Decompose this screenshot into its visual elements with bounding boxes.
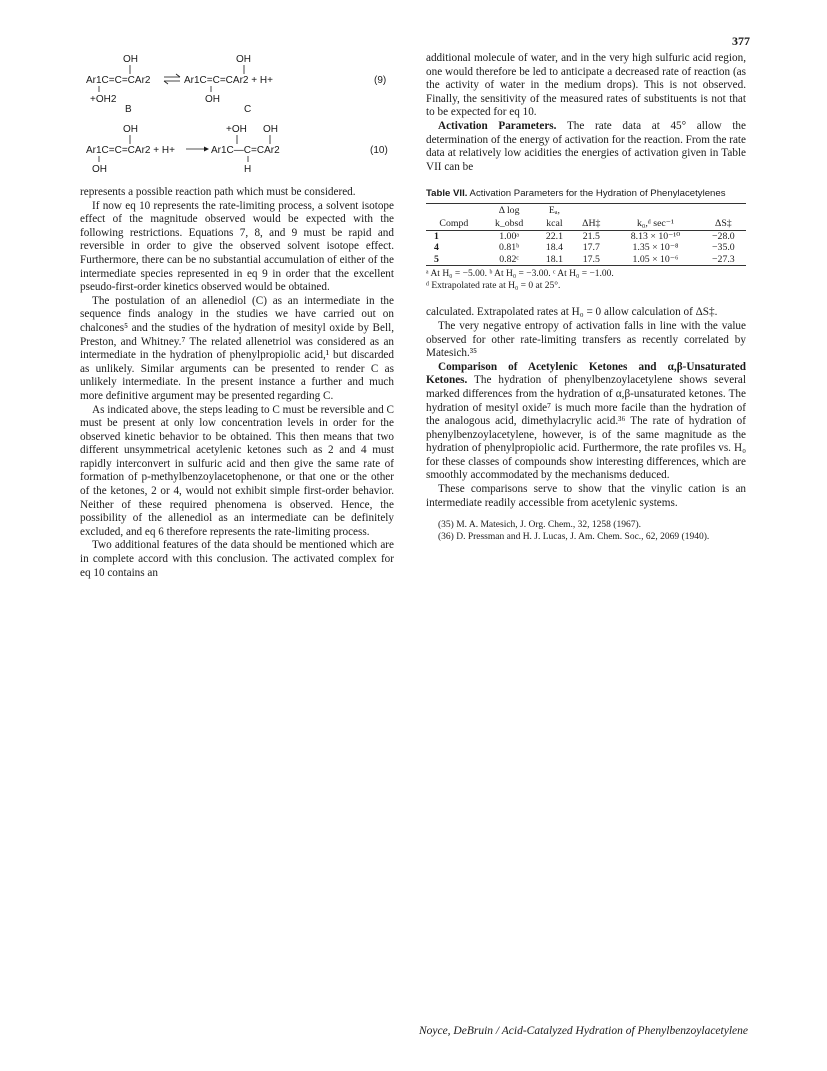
left-paragraph-5: Two additional features of the data should be mentioned which are in complete accord with this conclusion. The activated complex for eq 10 contains an bbox=[80, 539, 394, 579]
cell-ds: −27.3 bbox=[701, 254, 746, 266]
th1-3 bbox=[572, 203, 610, 217]
reference-36: (36) D. Pressman and H. J. Lucas, J. Am. Chem. Soc., 62, 2069 (1940). bbox=[438, 531, 710, 542]
left-column bbox=[80, 52, 394, 580]
cell-compd: 1 bbox=[434, 230, 439, 242]
table-header-row-2 bbox=[426, 217, 746, 231]
label-c: C bbox=[244, 104, 252, 115]
right-column bbox=[426, 52, 746, 543]
cell-k0: 1.05 × 10⁻⁶ bbox=[610, 254, 701, 266]
right-paragraph-2 bbox=[426, 120, 746, 174]
cell-ea: 18.1 bbox=[537, 254, 573, 266]
right-paragraph-3: calculated. Extrapolated rates at H₀ = 0 allow calculation of ΔS‡. bbox=[426, 306, 718, 319]
reaction-scheme-drawing bbox=[80, 52, 394, 186]
right-paragraph-5-text: The hydration of phenylbenzoylacetylene shows several marked differences from the hydration of α,β-unsaturated ketones. The hydration of mesityl oxide⁷ is much more facile than the hydration of the analogous acid, dimethylacrylic acid.³⁶ The rate of hydration of phenylbenzoylacetylene, however, is of the same magnitude as the hydration of phenylpropiolic acid. Furthermore, the rate profiles vs. H₀ for these classes of compounds show interesting differences, which are smoothly accommodated by the mechanisms deduced. bbox=[426, 374, 746, 482]
cell-ds: −35.0 bbox=[712, 242, 735, 254]
cell-k0: 8.13 × 10⁻¹⁰ bbox=[630, 230, 681, 242]
table-footnote-1: ᵃ At H₀ = −5.00. ᵇ At H₀ = −3.00. ᶜ At H₀ = −1.00. bbox=[426, 269, 614, 280]
right-paragraph-2-text: The rate data at 45° allow the determination of the energy of activation for the reaction. From the rate data at relatively low acidities the energies of activation given in Table VII can be bbox=[426, 119, 746, 173]
table-vii bbox=[426, 188, 746, 292]
scheme-oh-2: OH bbox=[236, 54, 251, 65]
left-paragraph-1: represents a possible reaction path which must be considered. bbox=[80, 186, 356, 198]
scheme-ohplus: +OH bbox=[226, 124, 247, 135]
scheme-formula-1: Ar1C=C=CAr2 bbox=[86, 75, 151, 86]
th2-compd: Compd bbox=[426, 217, 482, 231]
right-paragraph-5 bbox=[426, 361, 746, 483]
th1-1: Δ log bbox=[482, 203, 537, 217]
section-head-activation: Activation Parameters. bbox=[438, 119, 557, 132]
table-row bbox=[426, 254, 746, 266]
scheme-oh-1: OH bbox=[123, 54, 138, 65]
th1-4 bbox=[610, 203, 701, 217]
reaction-scheme bbox=[80, 52, 394, 186]
scheme-oh-4: OH bbox=[123, 124, 138, 135]
table-footnotes bbox=[426, 269, 746, 292]
cell-compd: 4 bbox=[434, 242, 439, 254]
scheme-oh-3: OH bbox=[205, 94, 220, 105]
scheme-formula-3: Ar1C=C=CAr2 + H+ bbox=[86, 145, 175, 156]
running-footer: Noyce, DeBruin / Acid-Catalyzed Hydration of Phenylbenzoylacetylene bbox=[418, 1025, 748, 1037]
cell-ea: 22.1 bbox=[545, 230, 564, 242]
table-caption-text: Activation Parameters for the Hydration of Phenylacetylenes bbox=[469, 188, 726, 200]
right-paragraph-1: additional molecule of water, and in the very high sulfuric acid region, one would therefore be led to anticipate a decreased rate of reaction (as the activity of water in the medium drops). This is not observed. Finally, the sensitivity of the measured rates of substituents is not that to be expected for eq 10. bbox=[426, 52, 746, 119]
table-footnote-2: ᵈ Extrapolated rate at H₀ = 0 at 25°. bbox=[426, 280, 561, 291]
th1-2: Eₐ, bbox=[537, 203, 573, 217]
cell-dh: 17.7 bbox=[582, 242, 600, 254]
left-paragraph-4: As indicated above, the steps leading to C must be reversible and C must be present at only low concentration levels in order for the observed kinetic behavior to be obtained. This then means that two different unsymmetrical acetylenic ketones such as 2 and 4 must rapidly interconvert in sulfuric acid and then give the same rate of formation of p-methylbenzoylacetophenone, or that one or the other of the ketones, 2 or 4, would not exhibit simple first-order behavior. Neither of these required phenomena is observed. Hence, the possibility of the allenediol as an intermediate can be definitely excluded, and eq 6 therefore represents the rate-limiting process. bbox=[80, 403, 394, 538]
th2-logk: k_obsd bbox=[482, 217, 537, 231]
cell-ds: −28.0 bbox=[712, 230, 735, 242]
eq-9-number: (9) bbox=[374, 75, 387, 86]
cell-ea: 18.4 bbox=[545, 242, 564, 254]
scheme-oh-6: OH bbox=[92, 164, 107, 175]
cell-dh: 21.5 bbox=[582, 230, 600, 242]
left-paragraph-3: The postulation of an allenediol (C) as an intermediate in the sequence finds analogy in the studies we have carried out on chalcones⁵ and the studies of the hydration of mesityl oxide by Bell, Preston, and Whitney.⁷ The related allenetriol was considered as an intermediate in the hydration of phenylpropiolic acid,¹ but discarded as unlikely. Similar arguments can be presented to render C as unlikely intermediate. In the present instance a further and much more definitive argument may be presented regarding C. bbox=[80, 294, 394, 402]
th1-0 bbox=[426, 203, 482, 217]
eq-10-number: (10) bbox=[370, 145, 388, 156]
cell-k0: 1.35 × 10⁻⁸ bbox=[632, 242, 679, 254]
th1-5 bbox=[701, 203, 746, 217]
references bbox=[426, 520, 746, 543]
reference-35: (35) M. A. Matesich, J. Org. Chem., 32, 1258 (1967). bbox=[438, 520, 642, 531]
cell-compd: 5 bbox=[426, 254, 482, 266]
table-caption bbox=[426, 188, 746, 200]
section-head-comparison: Comparison of Acetylenic Ketones and α,β-Unsaturated Ketones. bbox=[426, 360, 746, 387]
cell-logk: 0.82ᶜ bbox=[482, 254, 537, 266]
left-paragraph-2: If now eq 10 represents the rate-limiting process, a solvent isotope effect of the magnitude observed would be expected with the following restrictions. Equations 7, 8, and 9 must be rapid and reversible in order to give the observed solvent isotope effect. Furthermore, there can be no substantial accumulation of either of the intermediate species represented in eq 9 in order that the excellent pseudo-first-order kinetics observed would be obtained. bbox=[80, 199, 394, 294]
right-paragraph-6: These comparisons serve to show that the vinylic cation is an intermediate readily accessible from acetylenic systems. bbox=[426, 483, 746, 509]
th2-ea: kcal bbox=[537, 217, 573, 231]
th2-dh: ΔH‡ bbox=[572, 217, 610, 231]
scheme-h: H bbox=[244, 164, 252, 175]
scheme-oh-5: OH bbox=[263, 124, 278, 135]
table-header-row-1 bbox=[426, 203, 746, 217]
cell-logk: 1.00ᵃ bbox=[499, 230, 520, 242]
table-row bbox=[426, 242, 746, 254]
label-b: B bbox=[125, 104, 132, 115]
page-number: 377 bbox=[732, 34, 750, 48]
scheme-oh2: +OH2 bbox=[90, 94, 117, 105]
table-row bbox=[426, 230, 746, 242]
cell-logk: 0.81ᵇ bbox=[499, 242, 520, 254]
table-caption-label: Table VII. bbox=[426, 188, 468, 200]
scheme-formula-4: Ar1C—C=CAr2 bbox=[211, 145, 280, 156]
right-paragraph-4: The very negative entropy of activation falls in line with the value observed for other rate-limiting transfers as recently correlated by Matesich.³⁵ bbox=[426, 319, 746, 360]
th2-k0: k₀,ᵈ sec⁻¹ bbox=[610, 217, 701, 231]
activation-table bbox=[426, 203, 746, 267]
cell-dh: 17.5 bbox=[572, 254, 610, 266]
th2-ds: ΔS‡ bbox=[701, 217, 746, 231]
scheme-formula-2: Ar1C=C=CAr2 + H+ bbox=[184, 75, 273, 86]
